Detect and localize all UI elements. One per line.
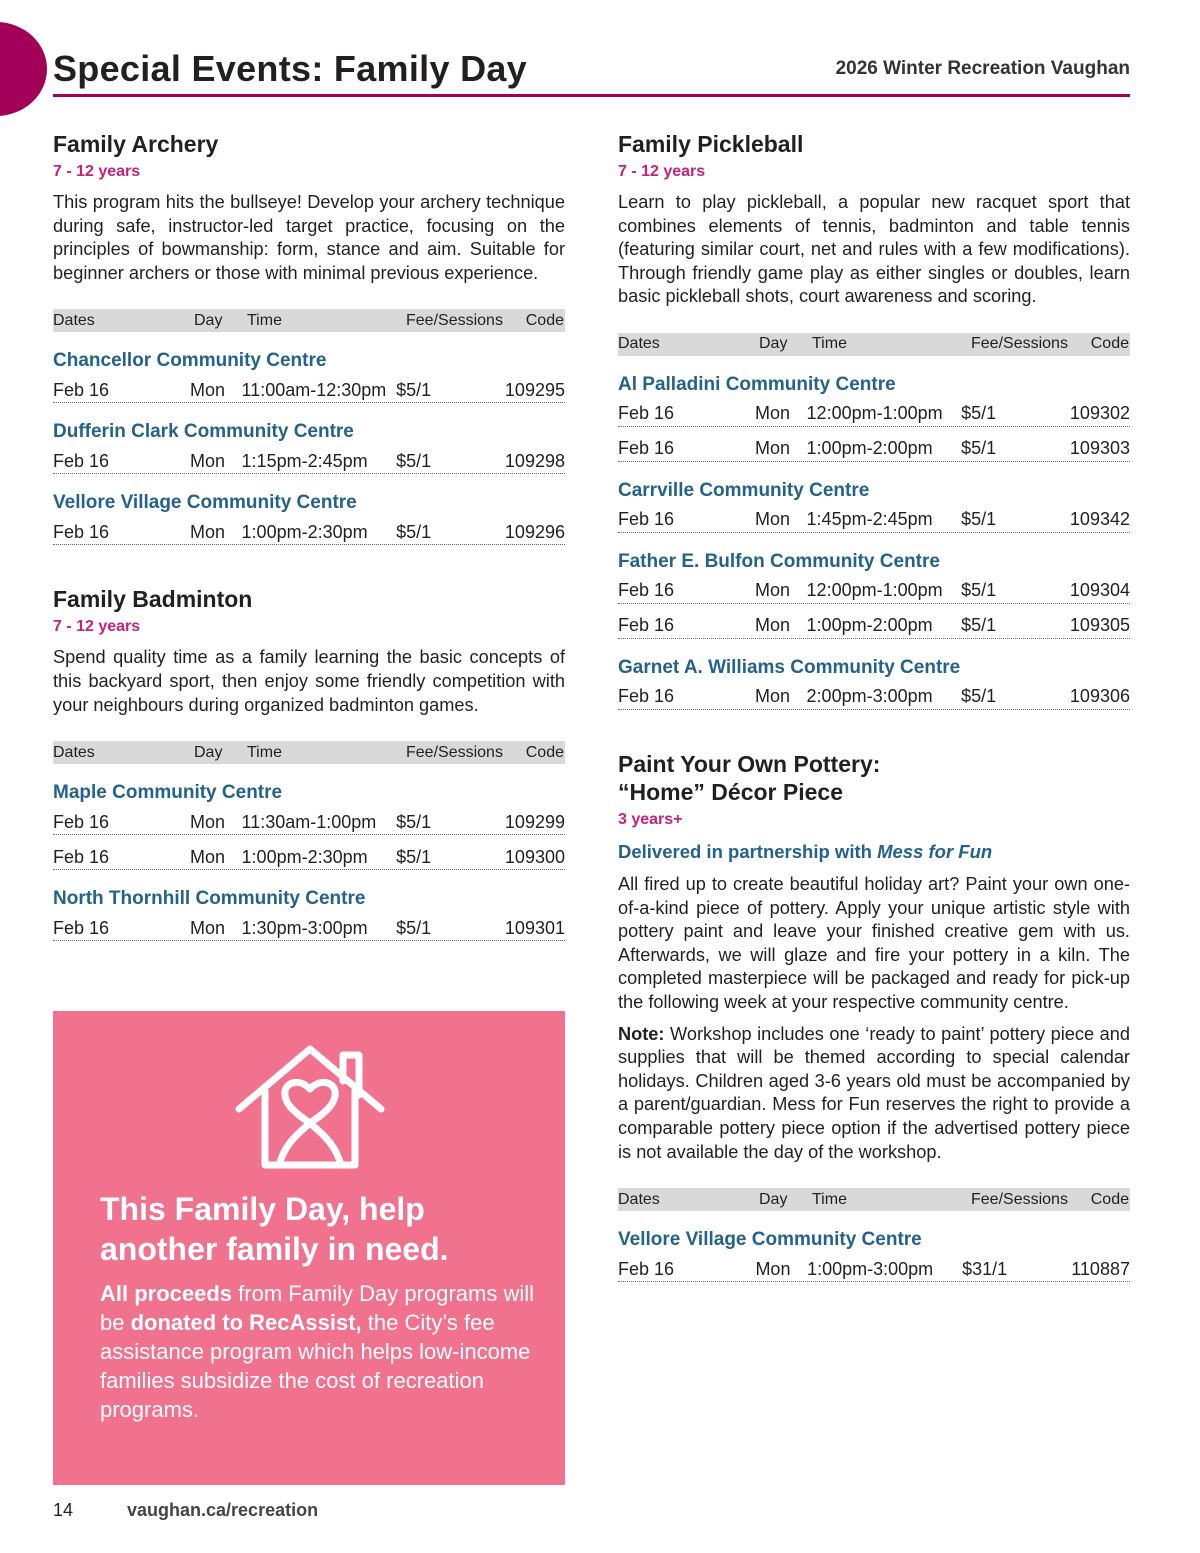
row-day: Mon: [190, 846, 226, 867]
col-dates: Dates: [618, 1190, 660, 1208]
col-code: Code: [525, 311, 564, 329]
website-link[interactable]: vaughan.ca/recreation: [127, 1500, 319, 1520]
row-time: 2:00pm-3:00pm: [806, 686, 933, 707]
row-day: Mon: [755, 580, 791, 601]
program-description: Learn to play pickleball, a popular new racquet sport that combines elements of tennis, badminton and table tennis (featuring similar court, net and rules with a few modifications). Through friendly game play as either singles or doubles, learn basic pickleball shots, court awareness and scoring.: [618, 192, 1130, 307]
program-title: Family Archery: [53, 131, 219, 157]
col-code: Code: [1090, 1190, 1129, 1208]
col-code: Code: [1090, 335, 1129, 353]
row-code: 109296: [504, 521, 565, 542]
col-code: Code: [525, 743, 564, 761]
program-title: Family Badminton: [53, 586, 253, 613]
row-day: Mon: [755, 615, 791, 636]
table-row: [53, 839, 565, 870]
row-date: Feb 16: [618, 403, 675, 424]
row-fee: $5/1: [396, 811, 432, 832]
row-date: Feb 16: [618, 615, 675, 636]
row-time: 12:00pm-1:00pm: [806, 580, 943, 601]
row-day: Mon: [755, 438, 791, 459]
row-fee: $5/1: [961, 438, 997, 459]
row-day: Mon: [190, 521, 226, 542]
row-date: Feb 16: [53, 811, 110, 832]
row-fee: $5/1: [396, 379, 432, 400]
table-header: [618, 333, 1130, 356]
row-time: 1:00pm-2:30pm: [241, 846, 368, 867]
family-badminton-section: [53, 585, 565, 941]
row-code: 109303: [1069, 438, 1130, 459]
row-fee: $5/1: [961, 686, 997, 707]
house-heart-icon: [235, 1043, 385, 1171]
promo-headline-line: This Family Day, help: [100, 1191, 425, 1227]
row-date: Feb 16: [53, 917, 110, 938]
table-row: [618, 396, 1130, 427]
row-fee: $5/1: [396, 450, 432, 471]
row-date: Feb 16: [618, 580, 675, 601]
row-date: Feb 16: [53, 846, 110, 867]
program-title: [618, 750, 1130, 806]
row-code: 109298: [504, 450, 565, 471]
col-day: Day: [759, 1190, 788, 1208]
row-time: 1:00pm-2:30pm: [241, 521, 368, 542]
promo-bold-text: donated to RecAssist,: [130, 1310, 362, 1335]
row-date: Feb 16: [618, 1258, 675, 1279]
col-day: Day: [194, 311, 223, 329]
row-date: Feb 16: [618, 509, 675, 530]
col-day: Day: [194, 743, 223, 761]
page-number: 14: [53, 1500, 74, 1520]
program-title: Family Pickleball: [618, 131, 804, 157]
partner-prefix: Delivered in partnership with: [618, 840, 872, 862]
row-day: Mon: [190, 450, 226, 471]
row-date: Feb 16: [53, 379, 110, 400]
partner-name: Mess for Fun: [877, 840, 993, 862]
col-time: Time: [812, 1190, 847, 1208]
pottery-section: [618, 750, 1130, 1282]
family-archery-section: [53, 130, 565, 545]
row-time: 11:00am-12:30pm: [241, 379, 387, 400]
table-row: [618, 502, 1130, 533]
row-time: 1:45pm-2:45pm: [806, 509, 933, 530]
row-date: Feb 16: [53, 521, 110, 542]
row-code: 109342: [1069, 509, 1130, 530]
table-row: [53, 514, 565, 545]
row-time: 12:00pm-1:00pm: [806, 403, 943, 424]
col-fee: Fee/Sessions: [406, 743, 503, 761]
col-dates: Dates: [618, 335, 660, 353]
partner-line: [618, 841, 1130, 863]
age-range: 7 - 12 years: [618, 163, 706, 180]
page-title: Special Events: Family Day: [53, 48, 528, 89]
row-day: Mon: [755, 509, 791, 530]
col-time: Time: [812, 335, 847, 353]
location-name: Vellore Village Community Centre: [618, 1229, 922, 1251]
row-day: Mon: [755, 686, 791, 707]
row-fee: $5/1: [396, 917, 432, 938]
col-time: Time: [247, 311, 282, 329]
row-day: Mon: [190, 379, 226, 400]
note-text: Workshop includes one ‘ready to paint’ pottery piece and supplies that will be themed according to special calendar holidays. Children aged 3-6 years old must be accompanied by a parent/guardian. Mess for Fun reserves the right to provide a comparable pottery piece option if the advertised pottery piece is not available the day of the workshop.: [618, 1023, 1130, 1162]
program-description: All fired up to create beautiful holiday art? Paint your own one-of-a-kind piece of pottery. Apply your unique artistic style with pottery paint and leave your finished creative gem with us. Afterwards, we will glaze and fire your pottery in a kiln. The completed masterpiece will be packaged and ready for pick-up the following week at your respective community centre.: [618, 873, 1130, 1012]
table-row: [53, 443, 565, 474]
location-name: Al Palladini Community Centre: [618, 373, 896, 395]
table-row: [53, 372, 565, 403]
location-name: Maple Community Centre: [53, 782, 283, 804]
row-day: Mon: [755, 403, 791, 424]
promo-text: the City’s fee assistance program which helps low-income families subsidize the cost of recreation programs.: [100, 1310, 531, 1422]
row-date: Feb 16: [53, 450, 110, 471]
row-time: 1:00pm-2:00pm: [806, 438, 933, 459]
header-divider: [53, 94, 1130, 97]
age-range: 7 - 12 years: [53, 618, 141, 636]
program-note: [618, 1023, 1130, 1165]
row-fee: $5/1: [961, 509, 997, 530]
family-day-promo: [53, 1011, 565, 1485]
age-range: 3 years+: [618, 810, 683, 828]
row-code: 109305: [1069, 615, 1130, 636]
promo-headline-line: another family in need.: [100, 1231, 449, 1267]
row-fee: $5/1: [961, 403, 997, 424]
age-range: 7 - 12 years: [53, 163, 141, 180]
row-fee: $5/1: [961, 615, 997, 636]
row-code: 110887: [1071, 1258, 1130, 1279]
row-fee: $5/1: [396, 521, 432, 542]
row-fee: $31/1: [962, 1258, 1008, 1279]
table-row: [618, 431, 1130, 462]
row-code: 109304: [1069, 580, 1130, 601]
row-day: Mon: [190, 917, 226, 938]
col-fee: Fee/Sessions: [406, 311, 503, 329]
location-name: Carrville Community Centre: [618, 479, 870, 501]
row-code: 109301: [504, 917, 565, 938]
table-header: [618, 1188, 1130, 1211]
table-row: [53, 910, 565, 941]
col-dates: Dates: [53, 743, 95, 761]
col-dates: Dates: [53, 311, 95, 329]
row-code: 109306: [1069, 686, 1130, 707]
row-time: 1:30pm-3:00pm: [241, 917, 368, 938]
row-time: 1:15pm-2:45pm: [241, 450, 368, 471]
table-header: [53, 741, 565, 764]
row-date: Feb 16: [618, 686, 675, 707]
location-name: Dufferin Clark Community Centre: [53, 421, 354, 443]
family-pickleball-section: [618, 130, 1130, 710]
col-time: Time: [247, 743, 282, 761]
row-code: 109299: [504, 811, 565, 832]
table-header: [53, 309, 565, 332]
row-time: 1:00pm-2:00pm: [806, 615, 933, 636]
row-time: 11:30am-1:00pm: [241, 811, 377, 832]
note-label: Note:: [618, 1023, 665, 1044]
location-name: Vellore Village Community Centre: [53, 492, 357, 514]
col-day: Day: [759, 335, 788, 353]
table-row: [618, 1251, 1130, 1282]
publication-title: 2026 Winter Recreation Vaughan: [835, 58, 1130, 79]
table-row: [618, 608, 1130, 639]
location-name: Garnet A. Williams Community Centre: [618, 656, 961, 678]
promo-body: [100, 1279, 540, 1424]
table-row: [53, 804, 565, 835]
row-day: Mon: [755, 1258, 791, 1279]
row-code: 109302: [1069, 403, 1130, 424]
program-description: Spend quality time as a family learning the basic concepts of this backyard sport, then enjoy some friendly competition with your neighbours during organized badminton games.: [53, 647, 565, 715]
promo-text: from Family Day programs will be: [100, 1281, 534, 1335]
program-description: This program hits the bullseye! Develop your archery technique during safe, instructor-led target practice, focusing on the principles of bowmanship: form, stance and aim. Suitable for beginner archers or those with minimal previous experience.: [53, 192, 565, 283]
promo-headline: [100, 1189, 540, 1269]
row-date: Feb 16: [618, 438, 675, 459]
location-name: Chancellor Community Centre: [53, 350, 327, 372]
right-column: [618, 130, 1130, 1282]
section-tab-marker: [0, 22, 47, 116]
row-code: 109295: [504, 379, 565, 400]
location-name: Father E. Bulfon Community Centre: [618, 550, 940, 572]
row-day: Mon: [190, 811, 226, 832]
row-fee: $5/1: [396, 846, 432, 867]
row-fee: $5/1: [961, 580, 997, 601]
table-row: [618, 679, 1130, 710]
location-name: North Thornhill Community Centre: [53, 888, 366, 910]
promo-bold-text: All proceeds: [100, 1281, 233, 1306]
row-code: 109300: [504, 846, 565, 867]
row-time: 1:00pm-3:00pm: [807, 1258, 934, 1279]
col-fee: Fee/Sessions: [971, 335, 1068, 353]
table-row: [618, 573, 1130, 604]
col-fee: Fee/Sessions: [971, 1190, 1068, 1208]
program-title-line: “Home” Décor Piece: [618, 778, 843, 805]
left-column: [53, 130, 565, 941]
program-title-line: Paint Your Own Pottery:: [618, 750, 881, 777]
